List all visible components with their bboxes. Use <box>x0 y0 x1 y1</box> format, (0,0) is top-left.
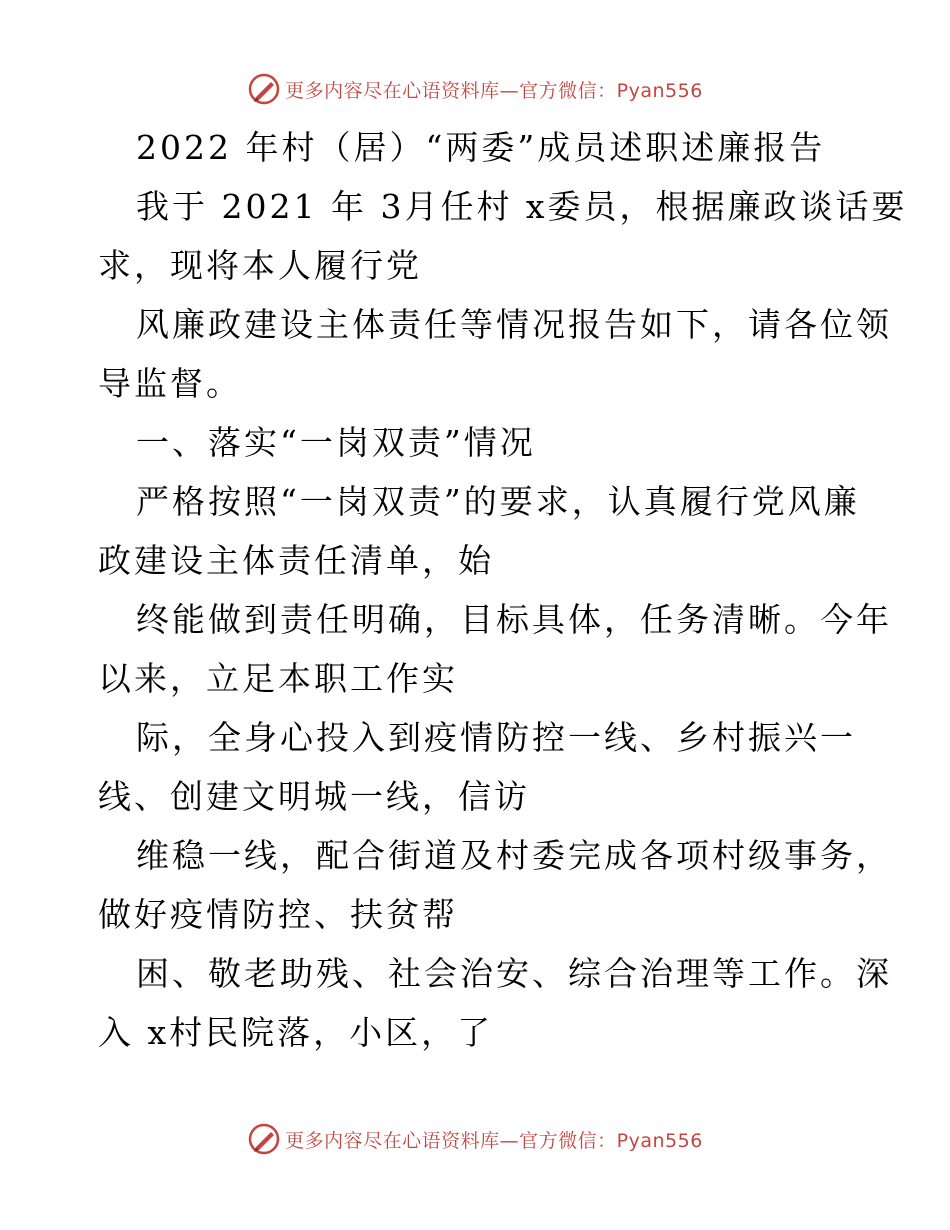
pen-logo-icon <box>247 1122 281 1156</box>
paragraph-line: 维稳一线，配合街道及村委完成各项村级事务， <box>136 836 892 875</box>
paragraph-line: 困、敬老助残、社会治安、综合治理等工作。深 <box>136 954 892 993</box>
header-watermark <box>0 71 950 107</box>
paragraph-line: 终能做到责任明确，目标具体，任务清晰。今年 <box>136 600 892 639</box>
watermark-text: 更多内容尽在心语资料库—官方微信：Pyan556 <box>285 79 703 102</box>
footer-watermark <box>0 1121 950 1157</box>
paragraph-line: 做好疫情防控、扶贫帮 <box>98 895 458 934</box>
paragraph-line: 求，现将本人履行党 <box>98 246 422 285</box>
section-heading: 一、落实“一岗双责”情况 <box>136 423 536 462</box>
paragraph-line: 我于 2021 年 3月任村 x委员，根据廉政谈话要 <box>136 187 908 226</box>
watermark-text: 更多内容尽在心语资料库—官方微信：Pyan556 <box>285 1129 703 1152</box>
document-title: 2022 年村（居）“两委”成员述职述廉报告 <box>136 128 826 167</box>
paragraph-line: 导监督。 <box>98 364 242 403</box>
pen-logo-icon <box>247 72 281 106</box>
paragraph-line: 线、创建文明城一线，信访 <box>98 777 530 816</box>
paragraph-line: 以来，立足本职工作实 <box>98 659 458 698</box>
paragraph-line: 际，全身心投入到疫情防控一线、乡村振兴一 <box>136 718 856 757</box>
paragraph-line: 政建设主体责任清单，始 <box>98 541 494 580</box>
paragraph-line: 严格按照“一岗双责”的要求，认真履行党风廉 <box>136 482 860 521</box>
paragraph-line: 入 x村民院落，小区，了 <box>98 1013 494 1052</box>
paragraph-line: 风廉政建设主体责任等情况报告如下，请各位领 <box>136 305 892 344</box>
document-body <box>98 118 908 1062</box>
